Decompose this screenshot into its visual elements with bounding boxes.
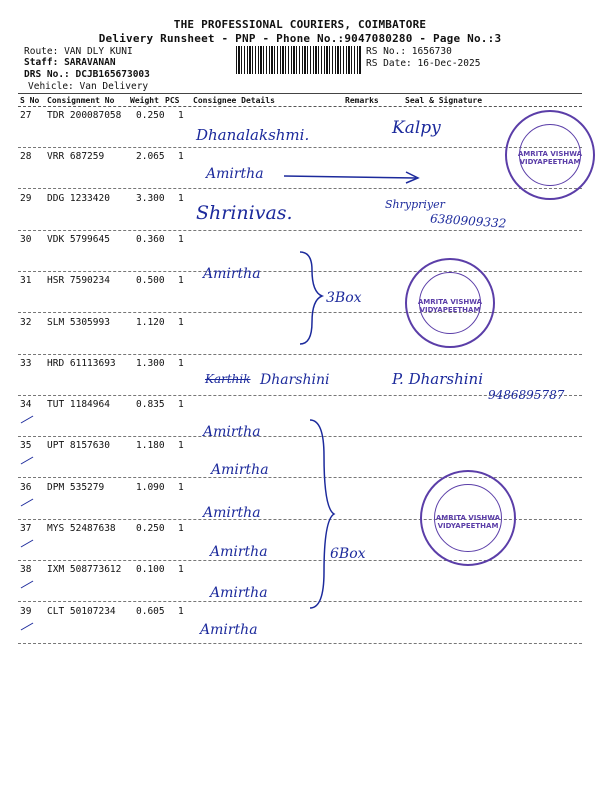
row-consignment: MYS 52487638 [47, 523, 116, 534]
drs-value: DCJB165673003 [75, 69, 150, 80]
seal-stamp-2: AMRITA VISHWA VIDYAPEETHAM [405, 258, 495, 348]
row-divider [18, 147, 582, 148]
row-sno: 38 [20, 564, 32, 575]
col-weight: Weight [130, 96, 159, 105]
r31-box-count: 3Box [326, 290, 362, 306]
table-row [0, 440, 600, 480]
rs-no-value: 1656730 [411, 46, 452, 57]
header-rule-bottom [18, 106, 582, 107]
row-weight: 0.250 [136, 523, 165, 534]
row-consignment: DDG 1233420 [47, 193, 110, 204]
row-sno: 32 [20, 317, 32, 328]
row-sno: 39 [20, 606, 32, 617]
staff-label: Staff: [24, 57, 59, 68]
row-consignment: VDK 5799645 [47, 234, 110, 245]
drs-label: DRS No.: [24, 69, 70, 80]
r27-consignee-hand: Dhanalakshmi. [196, 126, 310, 144]
seal-stamp-3: AMRITA VISHWA VIDYAPEETHAM [420, 470, 516, 566]
table-row [0, 564, 600, 604]
row-pcs: 1 [178, 110, 184, 121]
row-pcs: 1 [178, 193, 184, 204]
rs-date-line [366, 58, 480, 69]
r35-consignee-hand: Amirtha [211, 462, 269, 478]
r33-signature: P. Dharshini [392, 370, 484, 388]
r31-consignee-hand: Amirtha [203, 266, 261, 282]
staff-value: SARAVANAN [64, 57, 116, 68]
rs-no-label: RS No.: [366, 46, 407, 57]
route-value: VAN DLY KUNI [64, 46, 133, 57]
barcode [236, 46, 362, 74]
staff-line [24, 57, 116, 68]
row-sno: 28 [20, 151, 32, 162]
r36-consignee-hand: Amirtha [203, 505, 261, 521]
row-weight: 0.250 [136, 110, 165, 121]
col-seal: Seal & Signature [405, 96, 483, 105]
row-divider [18, 230, 582, 231]
rs-no-line [366, 46, 452, 57]
row-weight: 0.500 [136, 275, 165, 286]
brace-icon [306, 416, 338, 612]
rs-date-value: 16-Dec-2025 [417, 58, 481, 69]
table-row [0, 606, 600, 646]
row-weight: 3.300 [136, 193, 165, 204]
r28-consignee-hand: Amirtha [206, 166, 264, 182]
row-sno: 27 [20, 110, 32, 121]
runsheet-subtitle: Delivery Runsheet - PNP - Phone No.:9047080280 - Page No.:3 [98, 32, 502, 45]
rs-date-label: RS Date: [366, 58, 412, 69]
row-pcs: 1 [178, 151, 184, 162]
vehicle-value: Van Delivery [79, 81, 149, 92]
seal-stamp-1: AMRITA VISHWA VIDYAPEETHAM [505, 110, 595, 200]
row-pcs: 1 [178, 523, 184, 534]
row-divider [18, 354, 582, 355]
row-weight: 1.300 [136, 358, 165, 369]
row-weight: 0.360 [136, 234, 165, 245]
arrow-icon [282, 168, 422, 184]
r29-signature: Shrypriyer [385, 198, 445, 211]
r37-consignee-hand: Amirtha [210, 544, 268, 560]
col-consignment: Consignment No [47, 96, 115, 105]
row-pcs: 1 [178, 440, 184, 451]
row-sno: 30 [20, 234, 32, 245]
vehicle-line [28, 81, 148, 92]
row-divider [18, 188, 582, 189]
row-pcs: 1 [178, 234, 184, 245]
col-sno: S No [20, 96, 40, 105]
row-consignment: VRR 687259 [47, 151, 105, 162]
six-box-count: 6Box [330, 546, 366, 562]
route-label: Route: [24, 46, 59, 57]
row-weight: 1.120 [136, 317, 165, 328]
r38-consignee-hand: Amirtha [210, 585, 268, 601]
row-consignment: IXM 508773612 [47, 564, 122, 575]
row-pcs: 1 [178, 358, 184, 369]
row-consignment: UPT 8157630 [47, 440, 110, 451]
row-divider [18, 436, 582, 437]
company-title: THE PROFESSIONAL COURIERS, COIMBATORE [173, 18, 427, 31]
r33-consignee-hand: Dharshini [260, 372, 330, 388]
row-sno: 35 [20, 440, 32, 451]
col-remarks: Remarks [345, 96, 379, 105]
row-pcs: 1 [178, 564, 184, 575]
row-sno: 37 [20, 523, 32, 534]
r33-struck-name: Karthik [205, 372, 251, 386]
row-divider [18, 601, 582, 602]
row-consignment: TUT 1184964 [47, 399, 110, 410]
col-pcs: PCS [165, 96, 180, 105]
r39-consignee-hand: Amirtha [200, 622, 258, 638]
route-line [24, 46, 133, 57]
row-sno: 31 [20, 275, 32, 286]
brace-icon [296, 248, 326, 348]
row-divider [18, 643, 582, 644]
r29-phone: 6380909332 [429, 211, 507, 231]
row-consignment: HRD 61113693 [47, 358, 116, 369]
row-pcs: 1 [178, 606, 184, 617]
row-sno: 33 [20, 358, 32, 369]
row-pcs: 1 [178, 275, 184, 286]
row-pcs: 1 [178, 482, 184, 493]
drs-line [24, 69, 150, 80]
row-divider [18, 477, 582, 478]
row-weight: 2.065 [136, 151, 165, 162]
r29-consignee-hand: Shrinivas. [196, 202, 293, 224]
row-consignment: HSR 7590234 [47, 275, 110, 286]
row-weight: 0.835 [136, 399, 165, 410]
row-consignment: CLT 50107234 [47, 606, 116, 617]
row-sno: 34 [20, 399, 32, 410]
header-rule-top [18, 93, 582, 94]
row-divider [18, 560, 582, 561]
row-consignment: SLM 5305993 [47, 317, 110, 328]
r27-signature: Kalpy [392, 118, 441, 138]
row-weight: 0.100 [136, 564, 165, 575]
row-sno: 29 [20, 193, 32, 204]
row-pcs: 1 [178, 399, 184, 410]
row-weight: 1.090 [136, 482, 165, 493]
row-sno: 36 [20, 482, 32, 493]
row-consignment: DPM 535279 [47, 482, 105, 493]
row-weight: 1.180 [136, 440, 165, 451]
table-row [0, 193, 600, 233]
col-consignee: Consignee Details [193, 96, 275, 105]
table-row [0, 399, 600, 439]
row-consignment: TDR 200087058 [47, 110, 122, 121]
row-pcs: 1 [178, 317, 184, 328]
r33-phone: 9486895787 [488, 388, 565, 402]
r34-consignee-hand: Amirtha [203, 424, 261, 440]
row-weight: 0.605 [136, 606, 165, 617]
vehicle-label: Vehicle: [28, 81, 74, 92]
